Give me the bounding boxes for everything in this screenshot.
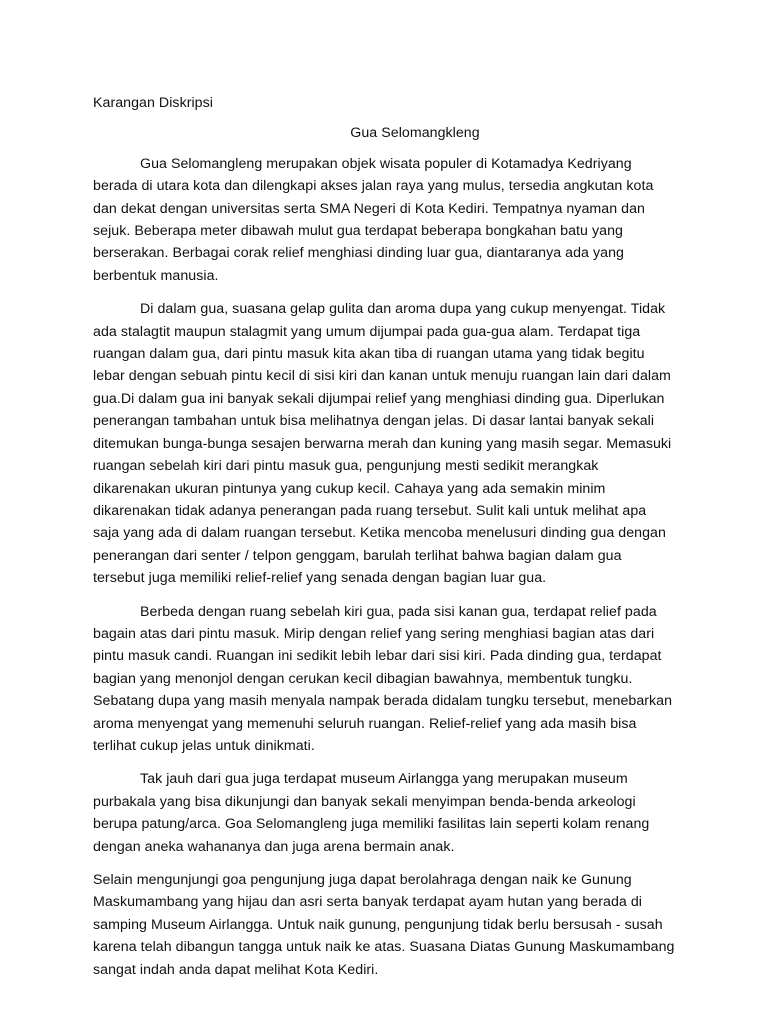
- paragraph-5: Selain mengunjungi goa pengunjung juga dapat berolahraga dengan naik ke Gunung Maskumambang yang hijau dan asri serta banyak terdapat ayam hutan yang berada di samping Museum Airlangga. Untuk naik gunung, pengunjung tidak berlu bersusah - susah karena telah dibangun tangga untuk naik ke atas. Suasana Diatas Gunung Maskumambang sangat indah anda dapat melihat Kota Kediri.: [93, 872, 675, 978]
- document-label: Karangan Diskripsi: [93, 95, 213, 111]
- paragraph-3: Berbeda dengan ruang sebelah kiri gua, pada sisi kanan gua, terdapat relief pada bagain atas dari pintu masuk. Mirip dengan relief yang sering menghiasi bagian atas dari pintu masuk candi. Ruangan ini sedikit lebih lebar dari sisi kiri. Pada dinding gua, terdapat bagian yang menonjol dengan cerukan kecil dibagian bawahnya, membentuk tungku. Sebatang dupa yang masih menyala nampak berada didalam tungku tersebut, menebarkan aroma menyengat yang memenuhi seluruh ruangan. Relief-relief yang ada masih bisa terlihat cukup jelas untuk dinikmati.: [93, 603, 673, 754]
- paragraph-2: Di dalam gua, suasana gelap gulita dan aroma dupa yang cukup menyengat. Tidak ada stalagtit maupun stalagmit yang umum dijumpai pada gua-gua alam. Terdapat tiga ruangan dalam gua, dari pintu masuk kita akan tiba di ruangan utama yang tidak begitu lebar dengan sebuah pintu kecil di sisi kiri dan kanan untuk menuju ruangan lain dari dalam gua.Di dalam gua ini banyak sekali dijumpai relief yang menghiasi dinding gua. Diperlukan penerangan tambahan untuk bisa melihatnya dengan jelas. Di dasar lantai banyak sekali ditemukan bunga-bunga sesajen berwarna merah dan kuning yang masih segar. Memasuki ruangan sebelah kiri dari pintu masuk gua, pengunjung mesti sedikit merangkak dikarenakan ukuran pintunya yang cukup kecil. Cahaya yang ada semakin minim dikarenakan tidak adanya penerangan pada ruang tersebut. Sulit kali untuk melihat apa saja yang ada di dalam ruangan tersebut. Ketika mencoba menelusuri dinding gua dengan penerangan dari senter / telpon genggam, barulah terlihat bahwa bagian dalam gua tersebut juga memiliki relief-relief yang senada dengan bagian luar gua.: [93, 301, 672, 587]
- paragraph-1: Gua Selomangleng merupakan objek wisata populer di Kotamadya Kedriyang berada di utara kota dan dilengkapi akses jalan raya yang mulus, tersedia angkutan kota dan dekat dengan universitas serta SMA Negeri di Kota Kediri. Tempatnya nyaman dan sejuk. Beberapa meter dibawah mulut gua terdapat beberapa bongkahan batu yang berserakan. Berbagai corak relief menghiasi dinding luar gua, diantaranya ada yang berbentuk manusia.: [93, 155, 654, 284]
- paragraph-4: Tak jauh dari gua juga terdapat museum Airlangga yang merupakan museum purbakala yang bisa dikunjungi dan banyak sekali menyimpan benda-benda arkeologi berupa patung/arca. Goa Selomangleng juga memiliki fasilitas lain seperti kolam renang dengan aneka wahananya dan juga arena bermain anak.: [93, 771, 650, 855]
- document-title: Gua Selomangkleng: [350, 125, 480, 142]
- document-page: [93, 92, 675, 992]
